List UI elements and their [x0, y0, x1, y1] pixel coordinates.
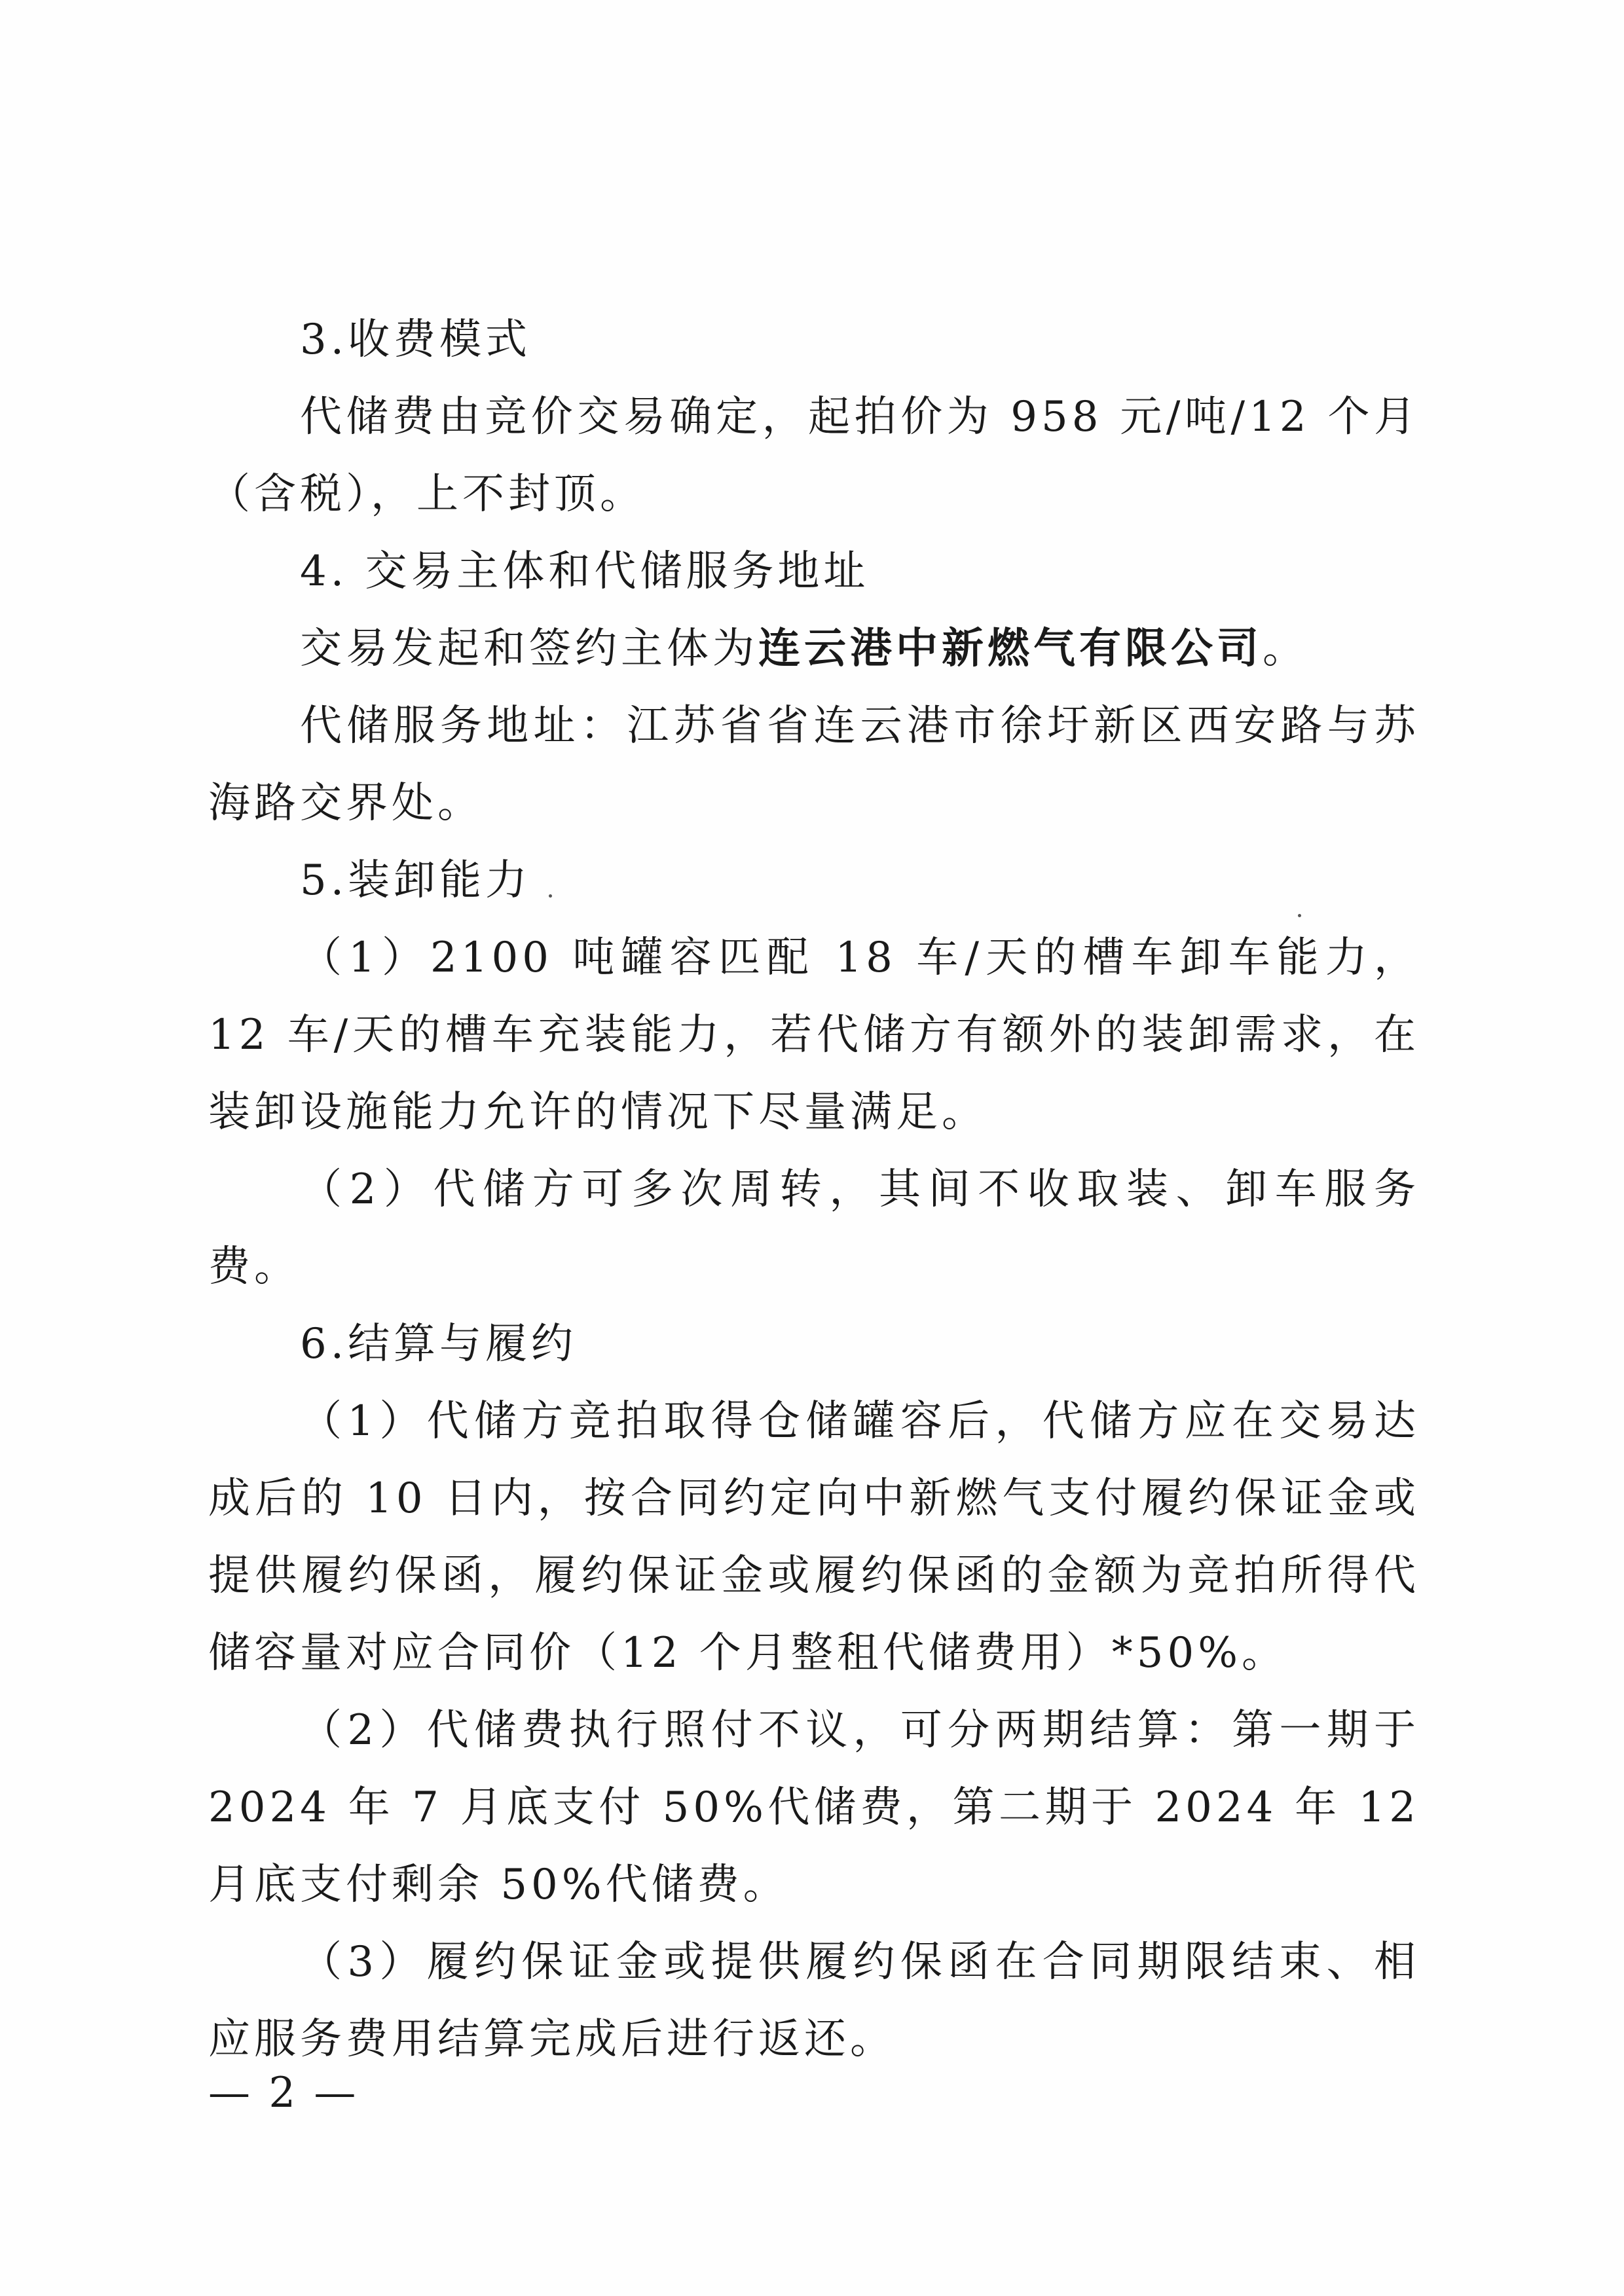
- section-4-paragraph-1-suffix: 。: [1263, 625, 1308, 673]
- section-4-heading: 4. 交易主体和代储服务地址: [300, 547, 870, 596]
- section-3-heading: 3.收费模式: [300, 316, 532, 364]
- section-4-paragraph-2: 代储服务地址：江苏省省连云港市徐圩新区西安路与苏海路交界处。: [208, 702, 1420, 828]
- section-5-paragraph-2: （2）代储方可多次周转，其间不收取装、卸车服务费。: [208, 1165, 1420, 1291]
- page-number: — 2 —: [208, 2069, 359, 2117]
- section-4-paragraph-1-prefix: 交易发起和签约主体为: [300, 625, 758, 673]
- document-body: [208, 301, 1420, 2078]
- section-6-heading: 6.结算与履约: [300, 1320, 578, 1368]
- section-5-heading: 5.装卸能力: [300, 856, 532, 905]
- section-4-paragraph-1: [208, 610, 1420, 687]
- company-name: 连云港中新燃气有限公司: [758, 625, 1263, 673]
- section-5-paragraph-1: （1）2100 吨罐容匹配 18 车/天的槽车卸车能力，12 车/天的槽车充装能力，若代储方有额外的装卸需求，在装卸设施能力允许的情况下尽量满足。: [208, 934, 1420, 1137]
- section-6-paragraph-2: （2）代储费执行照付不议，可分两期结算：第一期于 2024 年 7 月底支付 50%代储费，第二期于 2024 年 12 月底支付剩余 50%代储费。: [208, 1706, 1420, 1909]
- section-6-paragraph-1: （1）代储方竞拍取得仓储罐容后，代储方应在交易达成后的 10 日内，按合同约定向中新燃气支付履约保证金或提供履约保函，履约保证金或履约保函的金额为竞拍所得代储容量对应合同价（12 个月整租代储费用）*50%。: [208, 1397, 1420, 1677]
- section-6-paragraph-3: （3）履约保证金或提供履约保函在合同期限结束、相应服务费用结算完成后进行返还。: [208, 1938, 1420, 2064]
- section-3-paragraph-1: 代储费由竞价交易确定，起拍价为 958 元/吨/12 个月（含税），上不封顶。: [208, 393, 1420, 519]
